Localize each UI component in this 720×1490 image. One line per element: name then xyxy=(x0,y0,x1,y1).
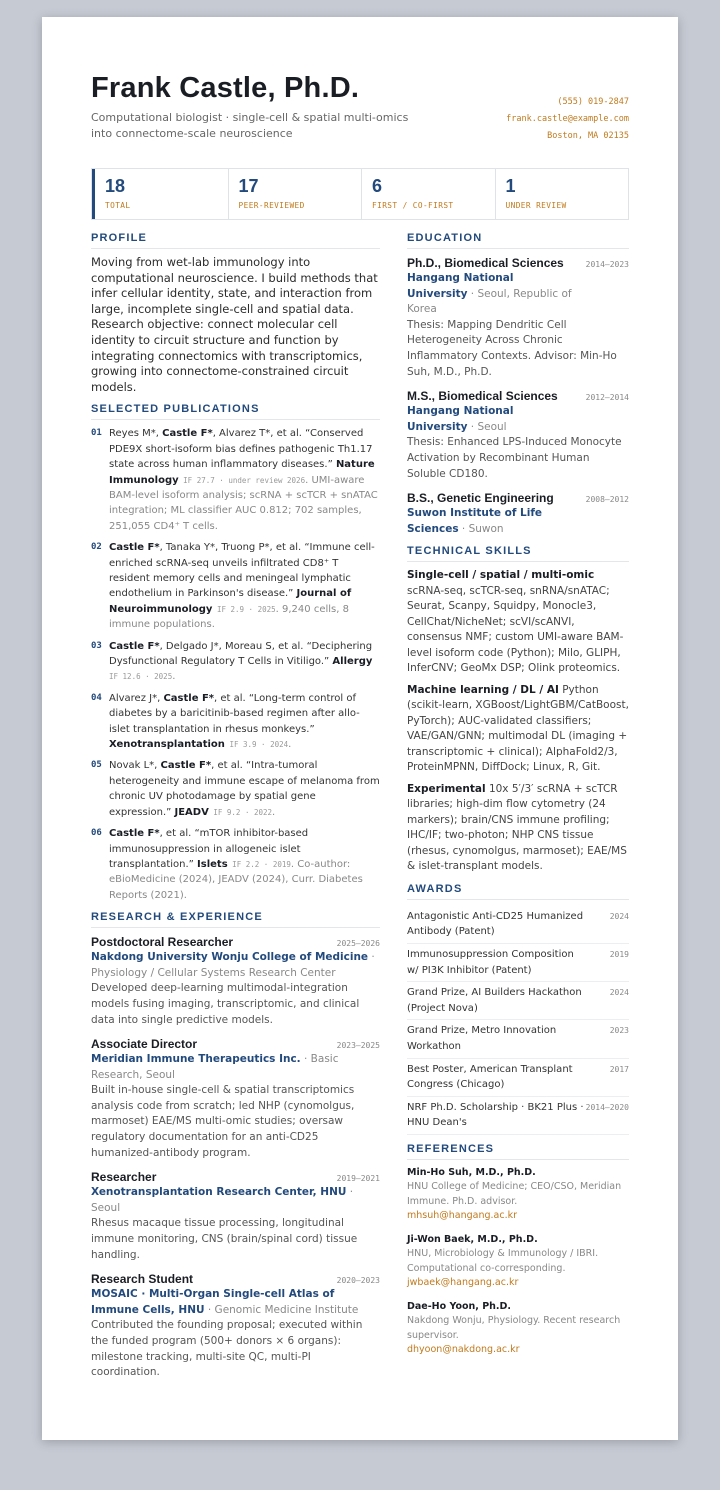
resume-page xyxy=(42,17,678,1440)
pub-title: , et al. “Intra-tumoral heterogeneity and immune escape of melanoma from chronic UV photodamage by spatial gene expression.” xyxy=(109,760,380,818)
edu-dates: 2014–2023 xyxy=(585,260,629,269)
job-role: Researcher xyxy=(91,1170,157,1185)
resume-content xyxy=(91,71,629,1389)
pub-journal: Journal of Neuroimmunology xyxy=(109,588,352,615)
pub-journal: Nature Immunology xyxy=(109,459,375,486)
org-location: · Genomic Medicine Institute xyxy=(204,1303,359,1316)
publication-item xyxy=(91,426,380,534)
stat-label: UNDER REVIEW xyxy=(505,201,567,210)
pub-self-author: Castle F* xyxy=(163,692,215,704)
job-org xyxy=(91,1185,380,1216)
award-item xyxy=(407,1020,629,1058)
stat-number: 17 xyxy=(238,176,259,196)
award-name: Antagonistic Anti-CD25 Humanized Antibody (Patent) xyxy=(407,910,584,938)
section-title: TECHNICAL SKILLS xyxy=(407,545,629,562)
job-header xyxy=(91,1169,380,1185)
job-description: Contributed the founding proposal; executed within the funded program (500+ donors × 6 organs): milestone tracking, multi-site QC, multi-PI coordination. xyxy=(91,1319,363,1379)
profile-section xyxy=(91,232,380,395)
publication-citation xyxy=(109,639,380,685)
award-name: Immunosuppression Composition w/ PI3K Inhibitor (Patent) xyxy=(407,949,574,976)
job-org xyxy=(91,1287,380,1318)
org-location: · Seoul xyxy=(467,420,507,433)
pub-authors: Reyes M*, xyxy=(109,428,163,440)
pub-notes: . xyxy=(288,739,292,751)
reference-email-link[interactable]: mhsuh@hangang.ac.kr xyxy=(407,1210,518,1222)
org-name: Nakdong University Wonju College of Medicine xyxy=(91,951,369,964)
publication-item xyxy=(91,691,380,753)
experience-item xyxy=(91,1036,380,1161)
edu-dates: 2012–2014 xyxy=(585,393,629,403)
skill-heading: Single-cell / spatial / multi-omic xyxy=(407,569,595,582)
pub-title: , Delgado J*, Moreau S, et al. “Deciphering Dysfunctional Regulatory T Cells in Vitiligo.” xyxy=(109,640,373,668)
reference-email-link[interactable]: dhyoon@nakdong.ac.kr xyxy=(407,1344,520,1356)
job-dates: 2020–2023 xyxy=(336,1276,380,1286)
pub-impact: IF 27.7 · under review 2026 xyxy=(178,475,306,485)
org-location: · Seoul, Republic of Korea xyxy=(407,287,572,316)
award-item xyxy=(407,982,629,1020)
pub-notes: . UMI-aware BAM-level isoform analysis; scRNA + scTCR + snATAC integration; ML classifier AUC 0.812; 702 samples, 251,055 CD4⁺ T cells. xyxy=(109,474,378,532)
publication-number: 02 xyxy=(91,542,102,553)
section-title: EDUCATION xyxy=(407,232,629,249)
edu-header xyxy=(407,255,629,271)
skill-heading: Machine learning / DL / AI xyxy=(407,683,559,696)
pub-self-author: Castle F* xyxy=(109,640,160,652)
reference-item xyxy=(407,1233,629,1291)
skill-group xyxy=(407,568,629,677)
job-dates: 2025–2026 xyxy=(336,939,380,949)
job-org xyxy=(91,950,380,981)
right-column xyxy=(407,232,629,1389)
two-column-body xyxy=(91,232,629,1389)
experience-section xyxy=(91,911,380,1381)
contact-block xyxy=(506,94,629,145)
award-year: 2017 xyxy=(609,1064,629,1074)
org-location: · Suwon xyxy=(458,522,504,535)
section-title: AWARDS xyxy=(407,883,629,900)
stat-label: PEER-REVIEWED xyxy=(238,201,305,210)
edu-dates: 2008–2012 xyxy=(585,495,629,505)
publication-item xyxy=(91,826,380,903)
section-title: SELECTED PUBLICATIONS xyxy=(91,403,380,420)
pub-impact: IF 12.6 · 2025 xyxy=(109,672,173,682)
skill-group xyxy=(407,782,629,875)
pub-journal: JEADV xyxy=(174,806,209,818)
reference-affiliation: HNU, Microbiology & Immunology / IBRI. Computational co-corresponding. xyxy=(407,1248,599,1274)
experience-item xyxy=(91,934,380,1028)
pub-authors: Novak L*, xyxy=(109,760,161,772)
job-role: Research Student xyxy=(91,1272,194,1287)
location: Boston, MA 02135 xyxy=(547,131,629,141)
pub-title: , Alvarez T*, et al. “Conserved PDE9X short-isoform bias defines pathogenic Th1.17 state across human inflammatory diseases.” xyxy=(109,428,373,471)
award-item xyxy=(407,906,629,944)
edu-thesis: Thesis: Enhanced LPS-Induced Monocyte Activation by Recombinant Human Soluble CD180. xyxy=(407,436,622,480)
education-item xyxy=(407,388,629,482)
stat-under-review xyxy=(495,169,629,219)
skills-section xyxy=(407,545,629,875)
pub-self-author: Castle F* xyxy=(109,828,160,840)
award-year: 2014–2020 xyxy=(585,1102,629,1112)
job-description: Developed deep-learning multimodal-integration models fusing imaging, transcriptomic, and clinical data into single predictive models. xyxy=(91,982,360,1026)
edu-org xyxy=(407,506,572,537)
pub-self-author: Castle F* xyxy=(160,760,212,772)
edu-org xyxy=(407,271,572,318)
job-description: Built in-house single-cell & spatial transcriptomics analysis code from scratch; led NHP (cynomolgus, marmoset) EAE/MS multi-omic studies; oversaw regulatory documentation for an anti-CD25 humanized-antibody program. xyxy=(91,1084,355,1159)
publication-number: 06 xyxy=(91,828,102,839)
stat-label: FIRST / CO-FIRST xyxy=(372,201,454,210)
reference-affiliation: HNU College of Medicine; CEO/CSO, Meridian Immune. Ph.D. advisor. xyxy=(407,1181,622,1207)
publication-citation xyxy=(109,691,380,753)
pub-impact: IF 9.2 · 2022 xyxy=(208,807,273,817)
edu-org xyxy=(407,404,572,435)
publication-stats xyxy=(91,168,629,220)
pub-notes: . xyxy=(172,671,176,683)
pub-notes: . 9,240 cells, 8 immune populations. xyxy=(109,603,349,631)
award-name: Best Poster, American Transplant Congress (Chicago) xyxy=(407,1063,573,1091)
skill-group xyxy=(407,683,629,776)
org-location: · Seoul xyxy=(91,1186,354,1214)
reference-name: Dae-Ho Yoon, Ph.D. xyxy=(407,1300,512,1312)
edu-degree: B.S., Genetic Engineering xyxy=(407,491,554,506)
stat-total xyxy=(92,169,228,219)
reference-name: Min-Ho Suh, M.D., Ph.D. xyxy=(407,1166,536,1178)
award-name: NRF Ph.D. Scholarship · BK21 Plus · HNU Dean's xyxy=(407,1101,584,1129)
publication-number: 01 xyxy=(91,428,102,439)
pub-notes: . xyxy=(272,806,276,818)
job-dates: 2023–2025 xyxy=(336,1041,380,1051)
reference-name: Ji-Won Baek, M.D., Ph.D. xyxy=(407,1233,538,1245)
job-role: Postdoctoral Researcher xyxy=(91,935,234,950)
pub-journal: Xenotransplantation xyxy=(109,739,225,751)
pub-impact: IF 3.9 · 2024 xyxy=(224,740,289,750)
publication-item xyxy=(91,758,380,820)
stat-number: 6 xyxy=(372,176,383,196)
experience-item xyxy=(91,1271,380,1381)
pub-impact: IF 2.9 · 2025 xyxy=(212,604,276,614)
publication-citation xyxy=(109,758,380,820)
reference-email-link[interactable]: jwbaek@hangang.ac.kr xyxy=(407,1277,519,1289)
award-year: 2023 xyxy=(609,1026,629,1036)
award-year: 2024 xyxy=(609,988,629,998)
skill-list: scRNA-seq, scTCR-seq, snRNA/snATAC; Seurat, Scanpy, Squidpy, Monocle3, CellChat/NicheNet; scVI/scANVI, consensus NMF; custom UMI-aware BAM-level isoform code (Python); Milo, GLIPH, InferCNV; GeoMx DSP; Olink proteomics. xyxy=(407,584,624,675)
stat-number: 18 xyxy=(105,176,126,196)
publication-citation xyxy=(109,426,380,534)
org-name: Hangang National University xyxy=(407,272,514,300)
references-section xyxy=(407,1143,629,1358)
publication-number: 04 xyxy=(91,692,102,703)
publication-number: 03 xyxy=(91,640,102,651)
pub-self-author: Castle F* xyxy=(162,428,213,440)
award-item xyxy=(407,1059,629,1097)
pub-impact: IF 2.2 · 2019 xyxy=(227,859,291,869)
publication-citation xyxy=(109,540,380,632)
job-description: Rhesus macaque tissue processing, longitudinal immune monitoring, CNS (brain/spinal cord) tissue handling. xyxy=(91,1217,358,1261)
email-link[interactable]: frank.castle@example.com xyxy=(506,114,629,124)
job-org xyxy=(91,1052,380,1083)
edu-thesis: Thesis: Mapping Dendritic Cell Heterogeneity Across Chronic Inflammatory Contexts. Advisor: Min-Ho Suh, M.D., Ph.D. xyxy=(407,318,617,378)
awards-section xyxy=(407,883,629,1135)
reference-item xyxy=(407,1166,629,1224)
pub-title: , Tanaka Y*, Truong P*, et al. “Immune cell-enriched scRNA-seq unveils infiltrated CD8⁺ T resident memory cells and meningeal lymphatic endothelium in Parkinson's disease.” xyxy=(109,542,375,600)
org-location: · Physiology / Cellular Systems Research Center xyxy=(91,951,375,979)
award-name: Grand Prize, Metro Innovation Workathon xyxy=(407,1025,557,1052)
stat-label: TOTAL xyxy=(105,201,131,210)
award-item xyxy=(407,944,629,982)
education-item xyxy=(407,255,629,380)
org-name: Xenotransplantation Research Center, HNU xyxy=(91,1186,347,1199)
job-header xyxy=(91,934,380,950)
org-name: Suwon Institute of Life Sciences xyxy=(407,507,543,535)
pub-title: , et al. “mTOR inhibitor-based immunosuppression in allogeneic islet transplantation.” xyxy=(109,828,309,870)
reference-affiliation: Nakdong Wonju, Physiology. Recent research supervisor. xyxy=(407,1315,621,1341)
section-title: RESEARCH & EXPERIENCE xyxy=(91,911,380,928)
stat-first-author xyxy=(361,169,495,219)
stat-number: 1 xyxy=(505,176,516,196)
award-year: 2024 xyxy=(609,911,629,921)
job-header xyxy=(91,1271,380,1287)
award-item xyxy=(407,1097,629,1135)
pub-journal: Islets xyxy=(197,858,228,870)
edu-degree: Ph.D., Biomedical Sciences xyxy=(407,256,564,270)
edu-header xyxy=(407,490,629,506)
profile-text: Moving from wet-lab immunology into computational neuroscience. I build methods that infer cellular identity, state, and interaction from large, incomplete single-cell and spatial data. Research objective: connect molecular cell identity to circuit structure and function by integrating connectomics with transcriptomics, growing into connectome-constrained circuit models. xyxy=(91,255,378,394)
phone: (555) 019-2847 xyxy=(557,97,629,107)
publication-item xyxy=(91,639,380,685)
pub-notes: . Co-author: eBioMedicine (2024), JEADV (2024), Curr. Diabetes Reports (2021). xyxy=(109,858,363,901)
education-item xyxy=(407,490,629,537)
experience-item xyxy=(91,1169,380,1263)
education-section xyxy=(407,232,629,537)
job-header xyxy=(91,1036,380,1052)
publication-citation xyxy=(109,826,380,903)
publications-section xyxy=(91,403,380,903)
pub-journal: Allergy xyxy=(332,656,373,668)
pub-title: , et al. “Long-term control of diabetes by a baricitinib-based regimen after allo-islet transplantation in rhesus monkeys.” xyxy=(109,692,360,735)
edu-degree: M.S., Biomedical Sciences xyxy=(407,389,558,404)
award-name: Grand Prize, AI Builders Hackathon (Project Nova) xyxy=(407,987,582,1014)
tagline: Computational biologist · single-cell & spatial multi-omics into connectome-scale neuroscience xyxy=(91,111,409,140)
org-name: Hangang National University xyxy=(407,405,514,433)
pub-self-author: Castle F* xyxy=(109,542,160,554)
job-dates: 2019–2021 xyxy=(336,1174,380,1184)
job-role: Associate Director xyxy=(91,1037,198,1052)
pub-authors: Alvarez J*, xyxy=(109,692,164,704)
publication-item xyxy=(91,540,380,632)
publication-number: 05 xyxy=(91,760,102,771)
section-title: PROFILE xyxy=(91,232,380,249)
org-name: Meridian Immune Therapeutics Inc. xyxy=(91,1053,301,1066)
edu-header xyxy=(407,388,629,404)
award-year: 2019 xyxy=(609,950,629,959)
reference-item xyxy=(407,1300,629,1358)
skill-list: Python (scikit-learn, XGBoost/LightGBM/CatBoost, PyTorch); AUC-validated classifiers; VAE/GAN/GNN; multimodal DL (imaging + transcriptomic + clinical); AlphaFold2/3, ProteinMPNN, DiffDock; Linux, R, Git. xyxy=(407,683,629,774)
section-title: REFERENCES xyxy=(407,1143,629,1160)
stat-peer-reviewed xyxy=(228,169,362,219)
org-location: · Basic Research, Seoul xyxy=(91,1053,339,1081)
skill-heading: Experimental xyxy=(407,782,486,795)
candidate-name: Frank Castle, Ph.D. xyxy=(91,72,360,104)
resume-header xyxy=(91,71,629,168)
left-column xyxy=(91,232,380,1389)
skill-list: 10x 5′/3′ scRNA + scTCR libraries; high-dim flow cytometry (24 markers); brain/CNS immune profiling; IHC/IF; two-photon; NHP CNS tissue (rhesus, cynomolgus, marmoset); EAE/MS & islet-transplant models. xyxy=(407,782,627,873)
org-name: MOSAIC · Multi-Organ Single-cell Atlas of Immune Cells, HNU xyxy=(91,1288,335,1316)
